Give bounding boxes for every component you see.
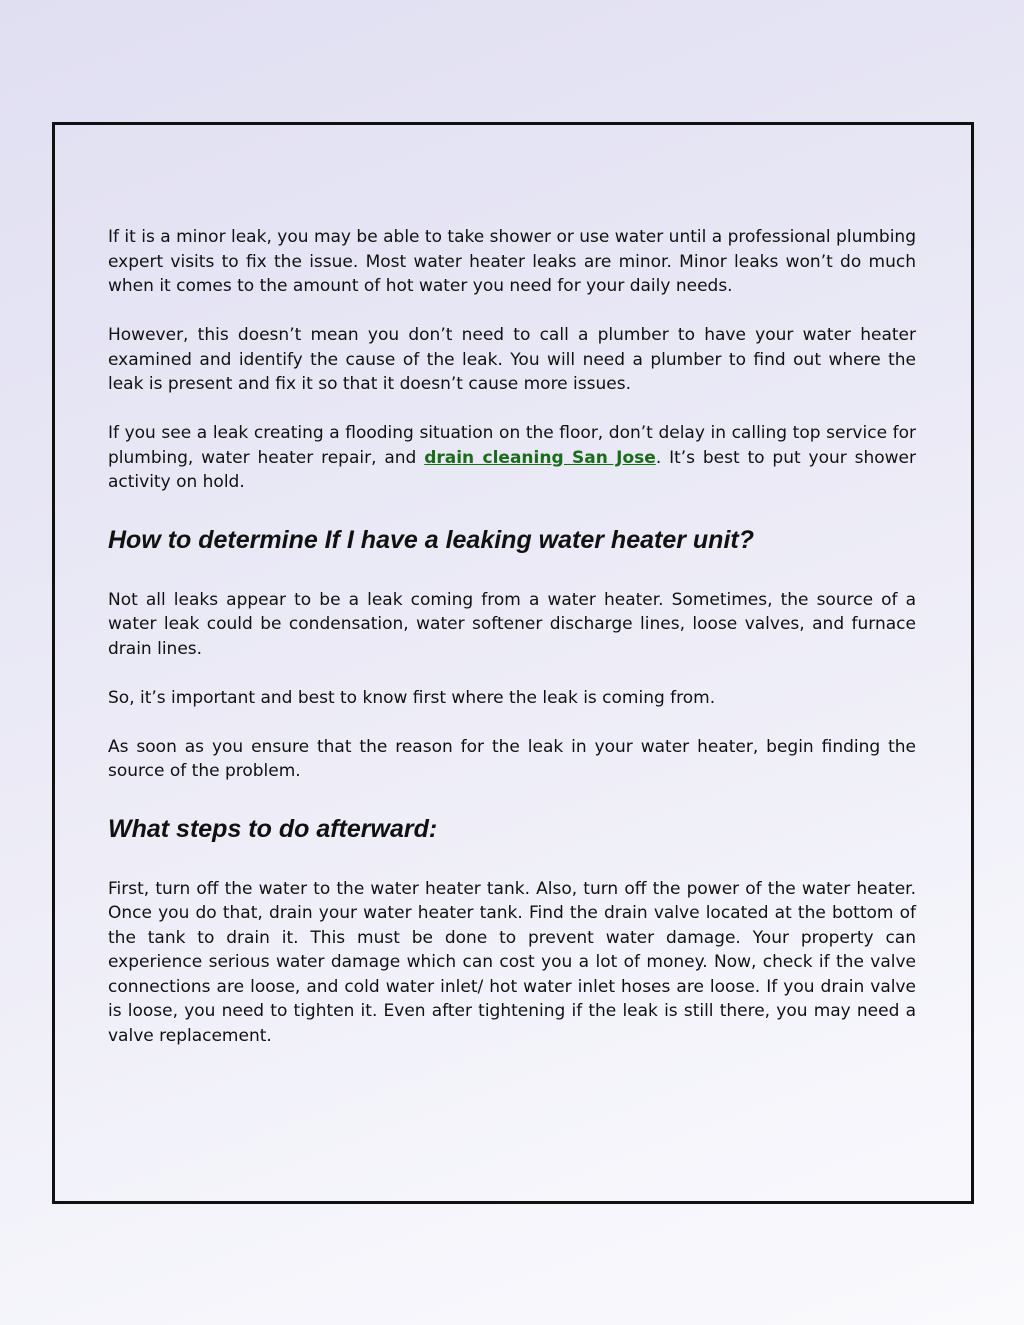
paragraph-steps: First, turn off the water to the water heater tank. Also, turn off the power of the water heater. Once you do that, drain your water heater tank. Find the drain valve located at the bottom of the tank to drain it. This must be done to prevent water damage. Your property can experience serious water damage which can cost you a lot of money. Now, check if the valve connections are loose, and cold water inlet/ hot water inlet hoses are loose. If you drain valve is loose, you need to tighten it. Even after tightening if the leak is still there, you may need a valve replacement. (108, 878, 916, 1046)
paragraph-call-plumber: However, this doesn’t mean you don’t need to call a plumber to have your water heater examined and identify the cause of the leak. You will need a plumber to find out where the leak is present and fix it so that it doesn’t cause more issues. (108, 325, 916, 394)
paragraph-gap (108, 710, 916, 735)
heading-steps-afterward: What steps to do afterward: (108, 814, 438, 843)
document-body (108, 225, 916, 1048)
drain-cleaning-link[interactable]: drain cleaning San Jose (424, 447, 656, 468)
paragraph-gap (108, 661, 916, 686)
paragraph-know-source: So, it’s important and best to know first where the leak is coming from. (108, 687, 716, 708)
section-gap (108, 784, 916, 814)
paragraph-minor-leak: If it is a minor leak, you may be able to take shower or use water until a professional plumbing expert visits to fix the issue. Most water heater leaks are minor. Minor leaks won’t do much when it comes to the amount of hot water you need for your daily needs. (108, 227, 916, 296)
paragraph-find-source: As soon as you ensure that the reason for the leak in your water heater, begin finding the source of the problem. (108, 736, 916, 781)
paragraph-not-all-leaks: Not all leaks appear to be a leak coming from a water heater. Sometimes, the source of a water leak could be condensation, water softener discharge lines, loose valves, and furnace drain lines. (108, 589, 916, 659)
section-gap (108, 555, 916, 588)
paragraph-gap (108, 397, 916, 422)
heading-determine-leak: How to determine If I have a leaking water heater unit? (108, 525, 754, 554)
paragraph-flooding (108, 421, 916, 495)
flooding-text-end: . It’s best to put your shower activity on hold. (108, 447, 916, 492)
section-gap (108, 844, 916, 877)
flooding-text-start: If you see a leak creating a flooding situation on the floor, don’t delay in calling top service for plumbing, water heater repair, and (108, 423, 916, 468)
paragraph-gap (108, 299, 916, 324)
section-gap (108, 495, 916, 525)
